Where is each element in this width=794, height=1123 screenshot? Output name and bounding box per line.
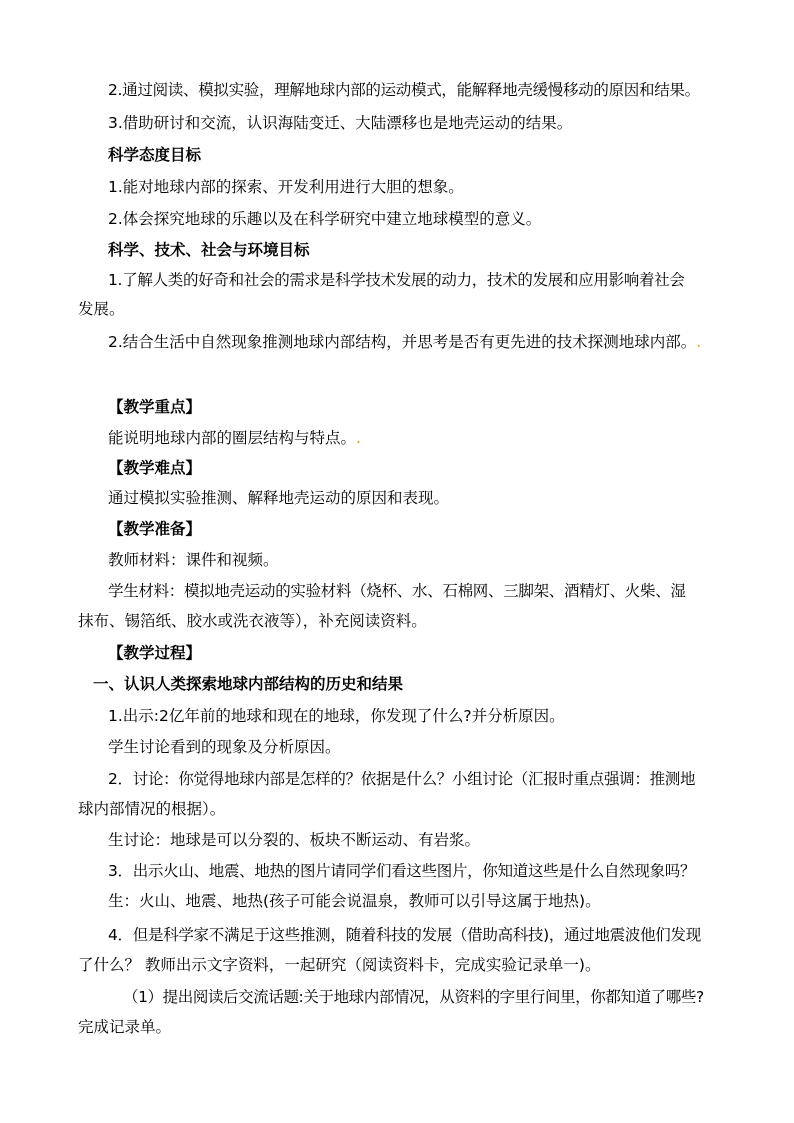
paragraph-line: 1.出示:2亿年前的地球和现在的地球，你发现了什么?并分析原因。 [108,707,565,725]
paragraph-line: 学生讨论看到的现象及分析原因。 [108,738,341,756]
paragraph-line: 教师材料：课件和视频。 [108,551,279,569]
paragraph-line: 3.借助研讨和交流，认识海陆变迁、大陆漂移也是地壳运动的结果。 [108,114,573,132]
paragraph-line: 1.了解人类的好奇和社会的需求是科学技术发展的动力，技术的发展和应用影响着社会 [108,271,685,289]
paragraph-line: 4．但是科学家不满足于这些推测，随着科技的发展（借助高科技)，通过地震波他们发现 [108,926,701,944]
paragraph-line: 球内部情况的根据）。 [78,800,226,818]
paragraph-line: 抹布、锡箔纸、胶水或洗衣液等），补充阅读资料。 [78,612,427,630]
section-heading: 【教学难点】 [108,459,202,477]
section-heading: 科学、技术、社会与环境目标 [108,241,310,259]
paragraph-line: 2.通过阅读、模拟实验，理解地球内部的运动模式，能解释地壳缓慢移动的原因和结果。 [108,81,700,99]
paragraph-line: 2．讨论：你觉得地球内部是怎样的？依据是什么？小组讨论（汇报时重点强调：推测地 [108,770,696,788]
paragraph-line: 生讨论：地球是可以分裂的、板块不断运动、有岩浆。 [108,831,481,849]
paragraph-line: 学生材料：模拟地壳运动的实验材料（烧杯、水、石棉网、三脚架、酒精灯、火柴、湿 [108,582,686,600]
paragraph-line: 2.体会探究地球的乐趣以及在科学研究中建立地球模型的意义。 [108,210,542,228]
paragraph-line: （1）提出阅读后交流话题:关于地球内部情况，从资料的字里行间里，你都知道了哪些? [123,988,704,1006]
paragraph-line: 能说明地球内部的圈层结构与特点。. [108,429,361,447]
paragraph-line: 发展。 [78,300,125,318]
paragraph-line: 1.能对地球内部的探索、开发利用进行大胆的想象。 [108,178,464,196]
edit-mark: . [696,333,702,351]
paragraph-line: 生：火山、地震、地热(孩子可能会说温泉，教师可以引导这属于地热)。 [108,892,601,910]
paragraph-line: 通过模拟实验推测、解释地壳运动的原因和表现。 [108,489,450,507]
paragraph-line: 完成记录单。 [78,1018,172,1036]
section-heading: 【教学重点】 [108,398,202,416]
edit-mark: . [356,429,361,447]
section-heading: 【教学过程】 [108,644,202,662]
paragraph-line: 3．出示火山、地震、地热的图片请同学们看这些图片，你知道这些是什么自然现象吗？ [108,862,696,880]
section-heading: 一、认识人类探索地球内部结构的历史和结果 [93,675,404,693]
section-heading: 【教学准备】 [108,520,202,538]
paragraph-line: 2.结合生活中自然现象推测地球内部结构，并思考是否有更先进的技术探测地球内部。. [108,333,702,351]
section-heading: 科学态度目标 [108,146,202,164]
paragraph-line: 了什么？ 教师出示文字资料，一起研究（阅读资料卡，完成实验记录单一)。 [78,956,601,974]
